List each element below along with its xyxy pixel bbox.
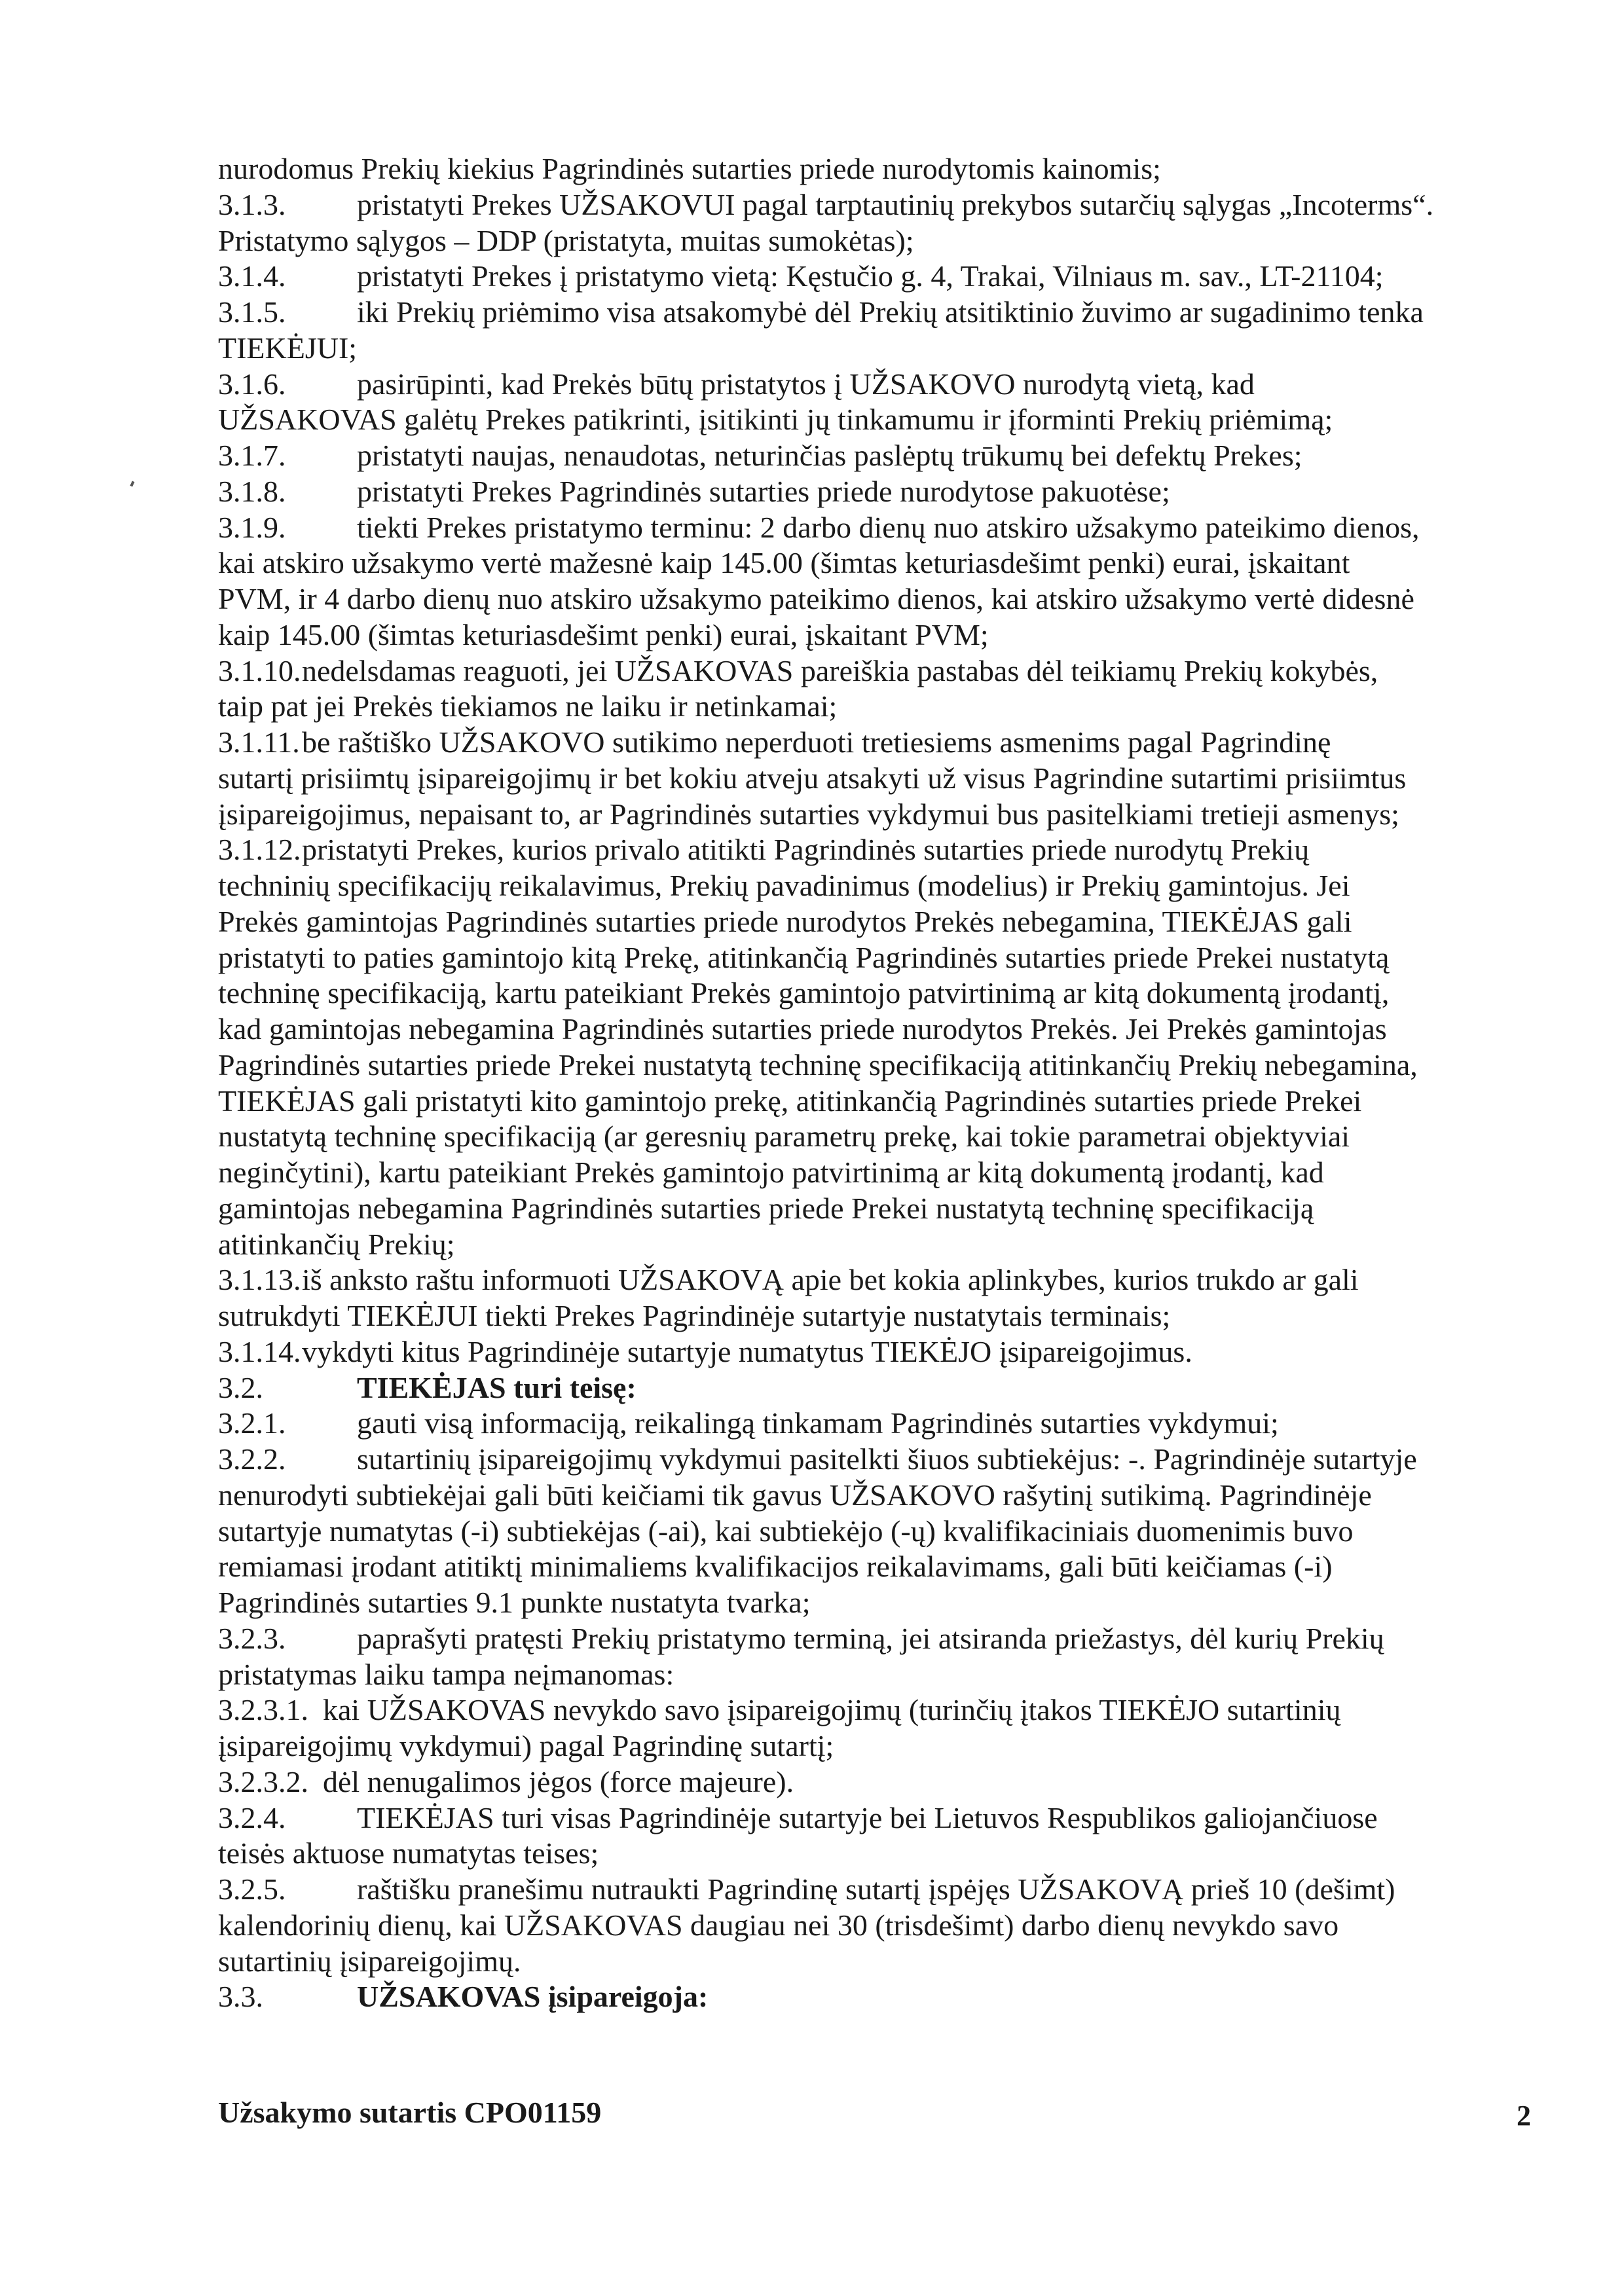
clause-number: 3.2.3.1. (218, 1693, 308, 1727)
clause-text: vykdyti kitus Pagrindinėje sutartyje numatytus TIEKĖJO įsipareigojimus. (302, 1334, 1192, 1368)
text-line (218, 331, 1541, 367)
clause-text: PVM, ir 4 darbo dienų nuo atskiro užsakymo pateikimo dienos, kai atskiro užsakymo vertė didesnė (218, 582, 1414, 615)
clause-line (218, 259, 1541, 295)
text-line (218, 151, 1541, 187)
text-line (218, 689, 1541, 725)
text-line (218, 402, 1541, 438)
text-line (218, 1514, 1541, 1550)
text-line (218, 1298, 1541, 1334)
footer-contract-title: Užsakymo sutartis CPO01159 (218, 2096, 602, 2129)
section-heading: UŽSAKOVAS įsipareigoja: (357, 1980, 709, 2014)
clause-text: neginčytini), kartu pateikiant Prekės gamintojo patvirtinimą ar kitą dokumentą įrodantį, kad (218, 1156, 1324, 1189)
clause-line (218, 832, 1541, 868)
document-body (218, 151, 1541, 2015)
clause-number: 3.2.4. (218, 1800, 286, 1834)
clause-number: 3.2.2. (218, 1442, 286, 1476)
text-line (218, 868, 1541, 904)
clause-number: 3.1.11. (218, 725, 300, 759)
clause-number: 3.2.1. (218, 1406, 286, 1440)
clause-text: sutartyje numatytas (-i) subtiekėjas (-ai), kai subtiekėjo (-ų) kvalifikaciniais duomenimis buvo (218, 1514, 1354, 1548)
text-line (218, 761, 1541, 797)
clause-text: dėl nenugalimos jėgos (force majeure). (323, 1764, 794, 1798)
clause-line (218, 510, 1541, 546)
text-line (218, 904, 1541, 940)
clause-text: teisės aktuose numatytas teises; (218, 1836, 599, 1870)
text-line (218, 940, 1541, 976)
clause-text: įsipareigojimų vykdymui) pagal Pagrindinę sutartį; (218, 1729, 834, 1762)
clause-number: 3.2.3. (218, 1621, 286, 1655)
clause-text: tiekti Prekes pristatymo terminu: 2 darbo dienų nuo atskiro užsakymo pateikimo dienos, (357, 510, 1420, 544)
clause-line (218, 187, 1541, 223)
clause-text: kai atskiro užsakymo vertė mažesnė kaip 145.00 (šimtas keturiasdešimt penki) eurai, įskaitant (218, 546, 1350, 580)
clause-text: nustatytą techninę specifikaciją (ar geresnių parametrų prekę, kai tokie parametrai objektyviai (218, 1120, 1350, 1154)
text-line (218, 1478, 1541, 1514)
clause-number: 3.1.5. (218, 295, 286, 329)
text-line (218, 1944, 1541, 1980)
clause-number: 3.1.14. (218, 1334, 301, 1368)
clause-text: nedelsdamas reaguoti, jei UŽSAKOVAS pareiškia pastabas dėl teikiamų Prekių kokybės, (302, 653, 1378, 687)
clause-text: TIEKĖJUI; (218, 331, 358, 365)
clause-text: pristatyti Prekes, kurios privalo atitikti Pagrindinės sutarties priede nurodytų Prekių (302, 833, 1310, 867)
clause-number: 3.2.5. (218, 1872, 286, 1906)
text-line (218, 1728, 1541, 1764)
clause-text: pristatyti to paties gamintojo kitą Prekę, atitinkančią Pagrindinės sutarties priede Prekei nustatytą (218, 940, 1390, 974)
clause-text: kalendorinių dienų, kai UŽSAKOVAS daugiau nei 30 (trisdešimt) darbo dienų nevykdo savo (218, 1908, 1339, 1942)
text-line (218, 1227, 1541, 1263)
clause-number: 3.2. (218, 1370, 263, 1404)
text-line (218, 545, 1541, 581)
clause-text: gamintojas nebegamina Pagrindinės sutarties priede Prekei nustatytą techninę specifikaciją (218, 1191, 1314, 1225)
clause-line (218, 1872, 1541, 1908)
clause-line (218, 1764, 1541, 1800)
clause-text: atitinkančių Prekių; (218, 1227, 455, 1261)
clause-line (218, 1334, 1541, 1370)
clause-line (218, 725, 1541, 761)
clause-line (218, 295, 1541, 331)
text-line (218, 1908, 1541, 1944)
clause-text: kaip 145.00 (šimtas keturiasdešimt penki) eurai, įskaitant PVM; (218, 617, 989, 651)
clause-number: 3.1.12. (218, 833, 301, 867)
text-line (218, 617, 1541, 653)
text-line (218, 975, 1541, 1011)
text-line (218, 1585, 1541, 1621)
clause-text: kai UŽSAKOVAS nevykdo savo įsipareigojimų (turinčių įtakos TIEKĖJO sutartinių (323, 1693, 1341, 1727)
text-line (218, 1011, 1541, 1048)
clause-text: pristatyti Prekes į pristatymo vietą: Kęstučio g. 4, Trakai, Vilniaus m. sav., LT-21104; (357, 259, 1384, 293)
text-line (218, 1836, 1541, 1872)
clause-number: 3.3. (218, 1980, 263, 2014)
clause-text: įsipareigojimus, nepaisant to, ar Pagrindinės sutarties vykdymui bus pasitelkiami tretieji asmenys; (218, 797, 1399, 831)
clause-text: kad gamintojas nebegamina Pagrindinės sutarties priede nurodytos Prekės. Jei Prekės gamintojas (218, 1012, 1387, 1046)
clause-text: Pristatymo sąlygos – DDP (pristatyta, muitas sumokėtas); (218, 223, 914, 257)
clause-text: Pagrindinės sutarties 9.1 punkte nustatyta tvarka; (218, 1586, 811, 1619)
clause-text: pasirūpinti, kad Prekės būtų pristatytos į UŽSAKOVO nurodytą vietą, kad (357, 367, 1255, 401)
clause-text: TIEKĖJAS turi visas Pagrindinėje sutartyje bei Lietuvos Respublikos galiojančiuose (357, 1800, 1378, 1834)
scan-speck (130, 481, 134, 487)
clause-text: iš anksto raštu informuoti UŽSAKOVĄ apie bet kokia aplinkybes, kurios trukdo ar gali (302, 1263, 1359, 1297)
clause-number: 3.1.6. (218, 367, 286, 401)
clause-number: 3.1.10. (218, 653, 301, 687)
clause-text: sutartį prisiimtų įsipareigojimų ir bet kokiu atveju atsakyti už visus Pagrindine sutartimi prisiimtus (218, 761, 1407, 795)
text-line (218, 1119, 1541, 1155)
text-line (218, 223, 1541, 259)
text-line (218, 1155, 1541, 1191)
clause-line (218, 653, 1541, 689)
clause-line (218, 1692, 1541, 1728)
clause-text: sutrukdyti TIEKĖJUI tiekti Prekes Pagrindinėje sutartyje nustatytais terminais; (218, 1299, 1171, 1332)
clause-line (218, 1262, 1541, 1298)
text-line (218, 797, 1541, 833)
clause-number: 3.1.8. (218, 474, 286, 508)
clause-text: sutartinių įsipareigojimų vykdymui pasitelkti šiuos subtiekėjus: -. Pagrindinėje sutartyje (357, 1442, 1417, 1476)
clause-text: TIEKĖJAS gali pristatyti kito gamintojo prekę, atitinkančią Pagrindinės sutarties priede Prekei (218, 1084, 1362, 1118)
clause-text: pristatyti Prekes UŽSAKOVUI pagal tarptautinių prekybos sutarčių sąlygas „Incoterms“. (357, 187, 1434, 221)
text-line (218, 1048, 1541, 1084)
clause-text: taip pat jei Prekės tiekiamos ne laiku ir netinkamai; (218, 689, 838, 723)
clause-text: pristatyti Prekes Pagrindinės sutarties priede nurodytose pakuotėse; (357, 474, 1170, 508)
clause-number: 3.2.3.2. (218, 1764, 308, 1798)
clause-number: 3.1.13. (218, 1263, 301, 1297)
clause-text: raštišku pranešimu nutraukti Pagrindinę sutartį įspėjęs UŽSAKOVĄ prieš 10 (dešimt) (357, 1872, 1395, 1906)
clause-line (218, 1979, 1541, 2015)
clause-text: gauti visą informaciją, reikalingą tinkamam Pagrindinės sutarties vykdymui; (357, 1406, 1279, 1440)
page-number: 2 (1517, 2100, 1531, 2132)
clause-line (218, 1406, 1541, 1442)
clause-line (218, 1370, 1541, 1406)
clause-text: pristatymas laiku tampa neįmanomas: (218, 1657, 674, 1691)
clause-text: nenurodyti subtiekėjai gali būti keičiami tik gavus UŽSAKOVO rašytinį sutikimą. Pagrindinėje (218, 1478, 1372, 1512)
clause-text: techninių specifikacijų reikalavimus, Prekių pavadinimus (modelius) ir Prekių gamintojus. Jei (218, 869, 1350, 902)
clause-text: Prekės gamintojas Pagrindinės sutarties priede nurodytos Prekės nebegamina, TIEKĖJAS gali (218, 904, 1352, 938)
clause-number: 3.1.3. (218, 187, 286, 221)
clause-text: sutartinių įsipareigojimų. (218, 1944, 521, 1978)
clause-text: techninę specifikaciją, kartu pateikiant Prekės gamintojo patvirtinimą ar kitą dokumentą įrodantį, (218, 976, 1390, 1010)
clause-text: UŽSAKOVAS galėtų Prekes patikrinti, įsitikinti jų tinkamumu ir įforminti Prekių priėmimą; (218, 403, 1333, 437)
clause-text: nurodomus Prekių kiekius Pagrindinės sutarties priede nurodytomis kainomis; (218, 152, 1161, 185)
clause-line (218, 1621, 1541, 1657)
clause-text: remiamasi įrodant atitiktį minimaliems kvalifikacijos reikalavimams, gali būti keičiamas (-i) (218, 1550, 1333, 1584)
clause-text: pristatyti naujas, nenaudotas, neturinčias paslėptų trūkumų bei defektų Prekes; (357, 439, 1302, 472)
clause-line (218, 438, 1541, 474)
clause-text: be raštiško UŽSAKOVO sutikimo neperduoti tretiesiems asmenims pagal Pagrindinę (302, 725, 1331, 759)
section-heading: TIEKĖJAS turi teisę: (357, 1370, 637, 1404)
clause-line (218, 1800, 1541, 1836)
text-line (218, 581, 1541, 617)
clause-line (218, 474, 1541, 510)
text-line (218, 1084, 1541, 1120)
clause-number: 3.1.7. (218, 439, 286, 472)
clause-line (218, 367, 1541, 403)
clause-line (218, 1442, 1541, 1478)
text-line (218, 1549, 1541, 1585)
clause-text: iki Prekių priėmimo visa atsakomybė dėl Prekių atsitiktinio žuvimo ar sugadinimo tenka (357, 295, 1424, 329)
clause-text: paprašyti pratęsti Prekių pristatymo terminą, jei atsiranda priežastys, dėl kurių Prekių (357, 1621, 1384, 1655)
clause-number: 3.1.4. (218, 259, 286, 293)
clause-text: Pagrindinės sutarties priede Prekei nustatytą techninę specifikaciją atitinkančių Prekių nebegamina, (218, 1048, 1418, 1082)
text-line (218, 1191, 1541, 1227)
text-line (218, 1657, 1541, 1693)
clause-number: 3.1.9. (218, 510, 286, 544)
